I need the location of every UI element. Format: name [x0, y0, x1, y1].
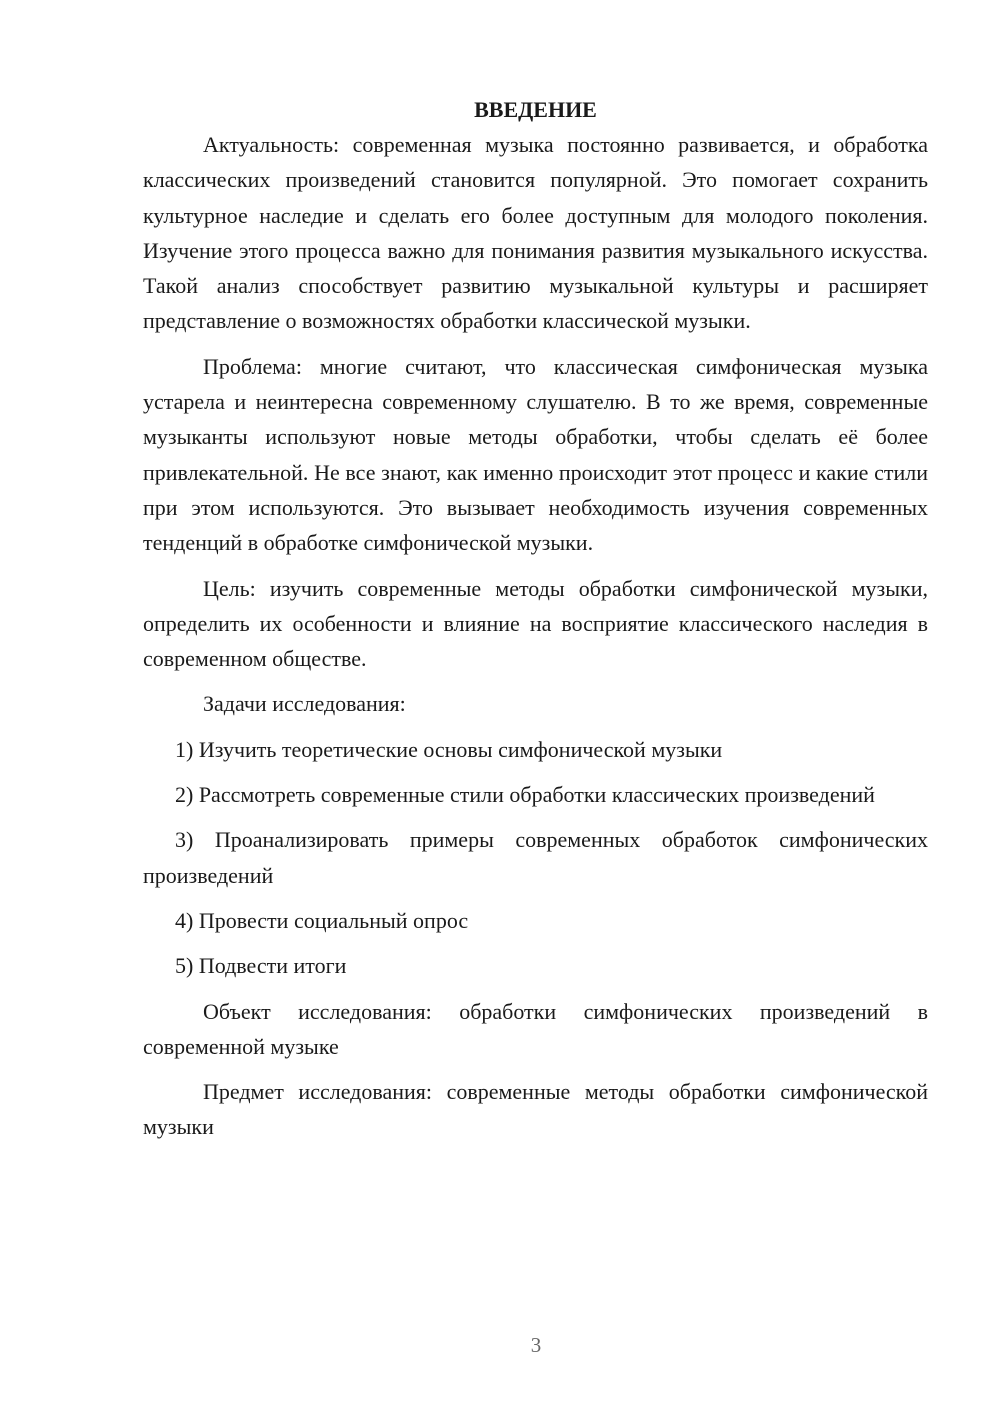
document-page	[143, 92, 928, 1145]
task-item-3: 3) Проанализировать примеры современных обработок симфонических произведений	[143, 827, 928, 888]
page-number: 3	[530, 1333, 542, 1357]
problem-paragraph: Проблема: многие считают, что классическая симфоническая музыка устарела и неинтересна современному слушателю. В то же время, современные музыканты используют новые методы обработки, чтобы сделать её более привлекательной. Не все знают, как именно происходит этот процесс и какие стили при этом используются. Это вызывает необходимость изучения современных тенденций в обработке симфонической музыки.	[143, 353, 928, 556]
paragraph-gap	[143, 767, 928, 777]
paragraph-gap	[143, 812, 928, 822]
page-title: ВВЕДЕНИЕ	[474, 97, 597, 122]
paragraph-gap	[143, 676, 928, 686]
task-item-2: 2) Рассмотреть современные стили обработки классических произведений	[175, 782, 875, 808]
paragraph-gap	[143, 938, 928, 948]
paragraph-gap	[143, 561, 928, 571]
paragraph-gap	[143, 1064, 928, 1074]
tasks-heading: Задачи исследования:	[203, 691, 406, 717]
paragraph-gap	[143, 722, 928, 732]
task-item-5: 5) Подвести итоги	[175, 953, 347, 979]
relevance-paragraph: Актуальность: современная музыка постоянно развивается, и обработка классических произведений становится популярной. Это помогает сохранить культурное наследие и сделать его более доступным для молодого поколения. Изучение этого процесса важно для понимания развития музыкального искусства. Такой анализ способствует развитию музыкальной культуры и расширяет представление о возможностях обработки классической музыки.	[143, 132, 928, 334]
paragraph-gap	[143, 984, 928, 994]
paragraph-gap	[143, 339, 928, 349]
goal-paragraph: Цель: изучить современные методы обработки симфонической музыки, определить их особенности и влияние на восприятие классического наследия в современном обществе.	[143, 575, 928, 672]
paragraph-gap	[143, 893, 928, 903]
subject-paragraph: Предмет исследования: современные методы обработки симфонической музыки	[143, 1079, 928, 1140]
object-paragraph: Объект исследования: обработки симфонических произведений в современной музыке	[143, 998, 928, 1059]
task-item-4: 4) Провести социальный опрос	[175, 907, 469, 933]
task-item-1: 1) Изучить теоретические основы симфонической музыки	[175, 736, 723, 762]
